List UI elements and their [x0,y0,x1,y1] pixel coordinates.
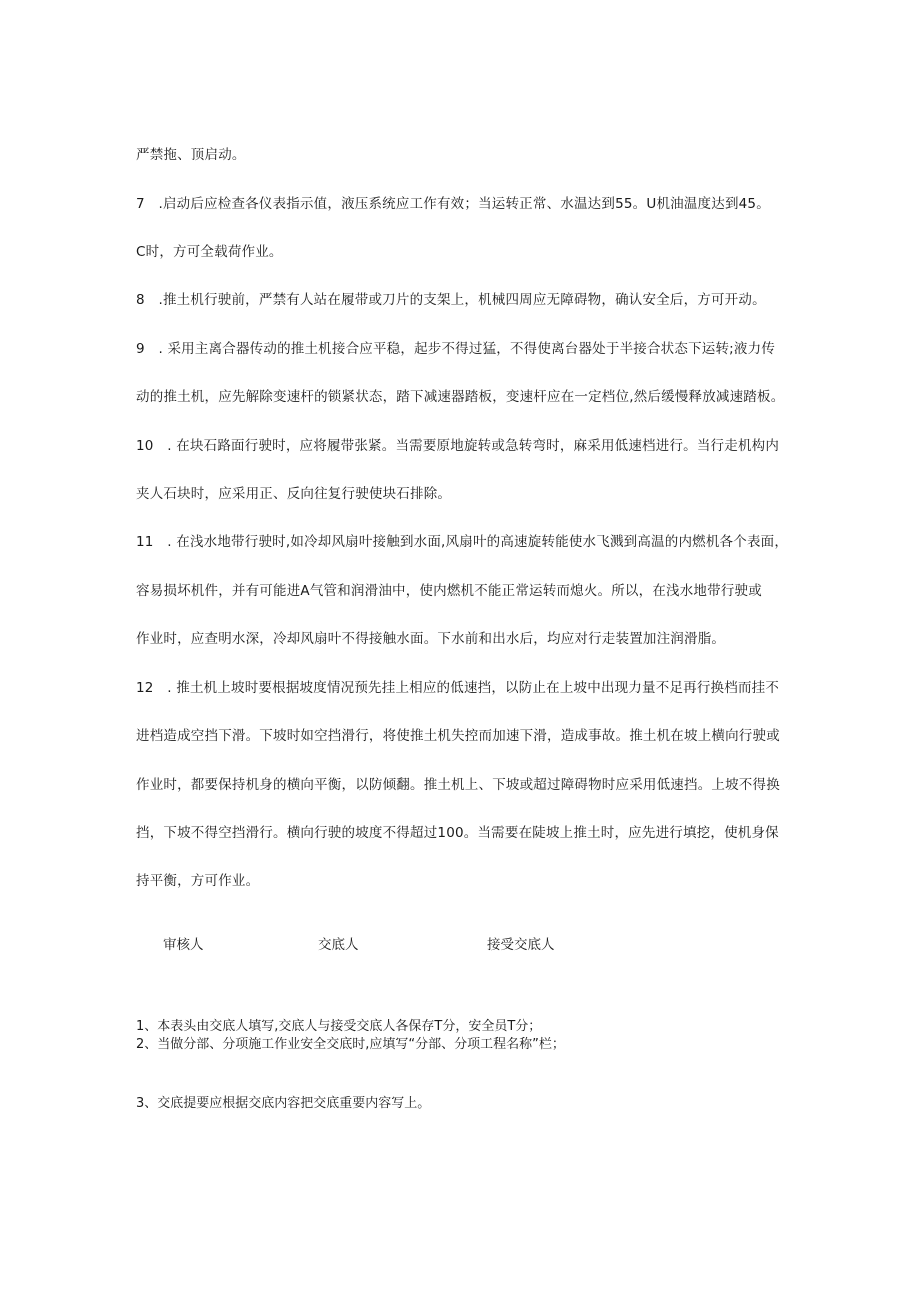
body-line: 10 . 在块石路面行驶时，应将履带张紧。当需要原地旋转或急转弯时，麻采用低速档进行。当行走机构内 [136,438,780,454]
reviewer-label: 审核人 [163,937,204,953]
body-line: 严禁拖、顶启动。 [136,147,246,163]
footnote-1: 1、本表头由交底人填写,交底人与接受交底人各保存T分，安全员T分； [136,1019,542,1034]
body-line: C时，方可全载荷作业。 [136,244,283,260]
footnote-3: 3、交底提要应根据交底内容把交底重要内容写上。 [136,1096,431,1111]
body-line: 进档造成空挡下滑。下坡时如空挡滑行，将使推土机失控而加速下滑，造成事故。推土机在坡上横向行驶或 [136,728,780,744]
presenter-label: 交底人 [318,937,359,953]
body-line: 12 . 推土机上坡时要根据坡度情况预先挂上相应的低速挡，以防止在上坡中出现力量不足再行换档而挂不 [136,680,780,696]
body-line: 挡，下坡不得空挡滑行。横向行驶的坡度不得超过100。当需要在陡坡上推土时，应先进行填挖，使机身保 [136,825,779,841]
body-line: 7 .启动后应检查各仪表指示值，液压系统应工作有效；当运转正常、水温达到55。U机油温度达到45。 [136,196,770,212]
body-line: 夹人石块时，应采用正、反向往复行驶使块石排除。 [136,486,452,502]
receiver-label: 接受交底人 [487,937,555,953]
footnote-2: 2、当做分部、分项施工作业安全交底时,应填写“分部、分项工程名称”栏； [136,1037,565,1052]
body-line: 作业时，都要保持机身的横向平衡，以防倾翻。推土机上、下坡或超过障碍物时应采用低速挡。上坡不得换 [136,777,780,793]
body-line: 持平衡，方可作业。 [136,873,260,889]
body-line: 作业时，应查明水深，冷却风扇叶不得接触水面。下水前和出水后，均应对行走装置加注润滑脂。 [136,631,726,647]
body-line: 9 . 采用主离合器传动的推土机接合应平稳，起步不得过猛，不得使离台器处于半接合状态下运转;液力传 [136,341,776,357]
body-line: 8 .推土机行驶前，严禁有人站在履带或刀片的支架上，机械四周应无障碍物，确认安全后，方可开动。 [136,292,766,308]
body-line: 容易损坏机件，并有可能进A气管和润滑油中，使内燃机不能正常运转而熄火。所以，在浅水地带行驶或 [136,583,762,599]
body-line: 11 . 在浅水地带行驶时,如冷却风扇叶接触到水面,风扇叶的高速旋转能使水飞溅到高温的内燃机各个表面， [136,534,789,550]
body-line: 动的推土机，应先解除变速杆的锁紧状态，踏下减速器踏板，变速杆应在一定档位,然后缓慢释放减速踏板。 [136,389,785,405]
